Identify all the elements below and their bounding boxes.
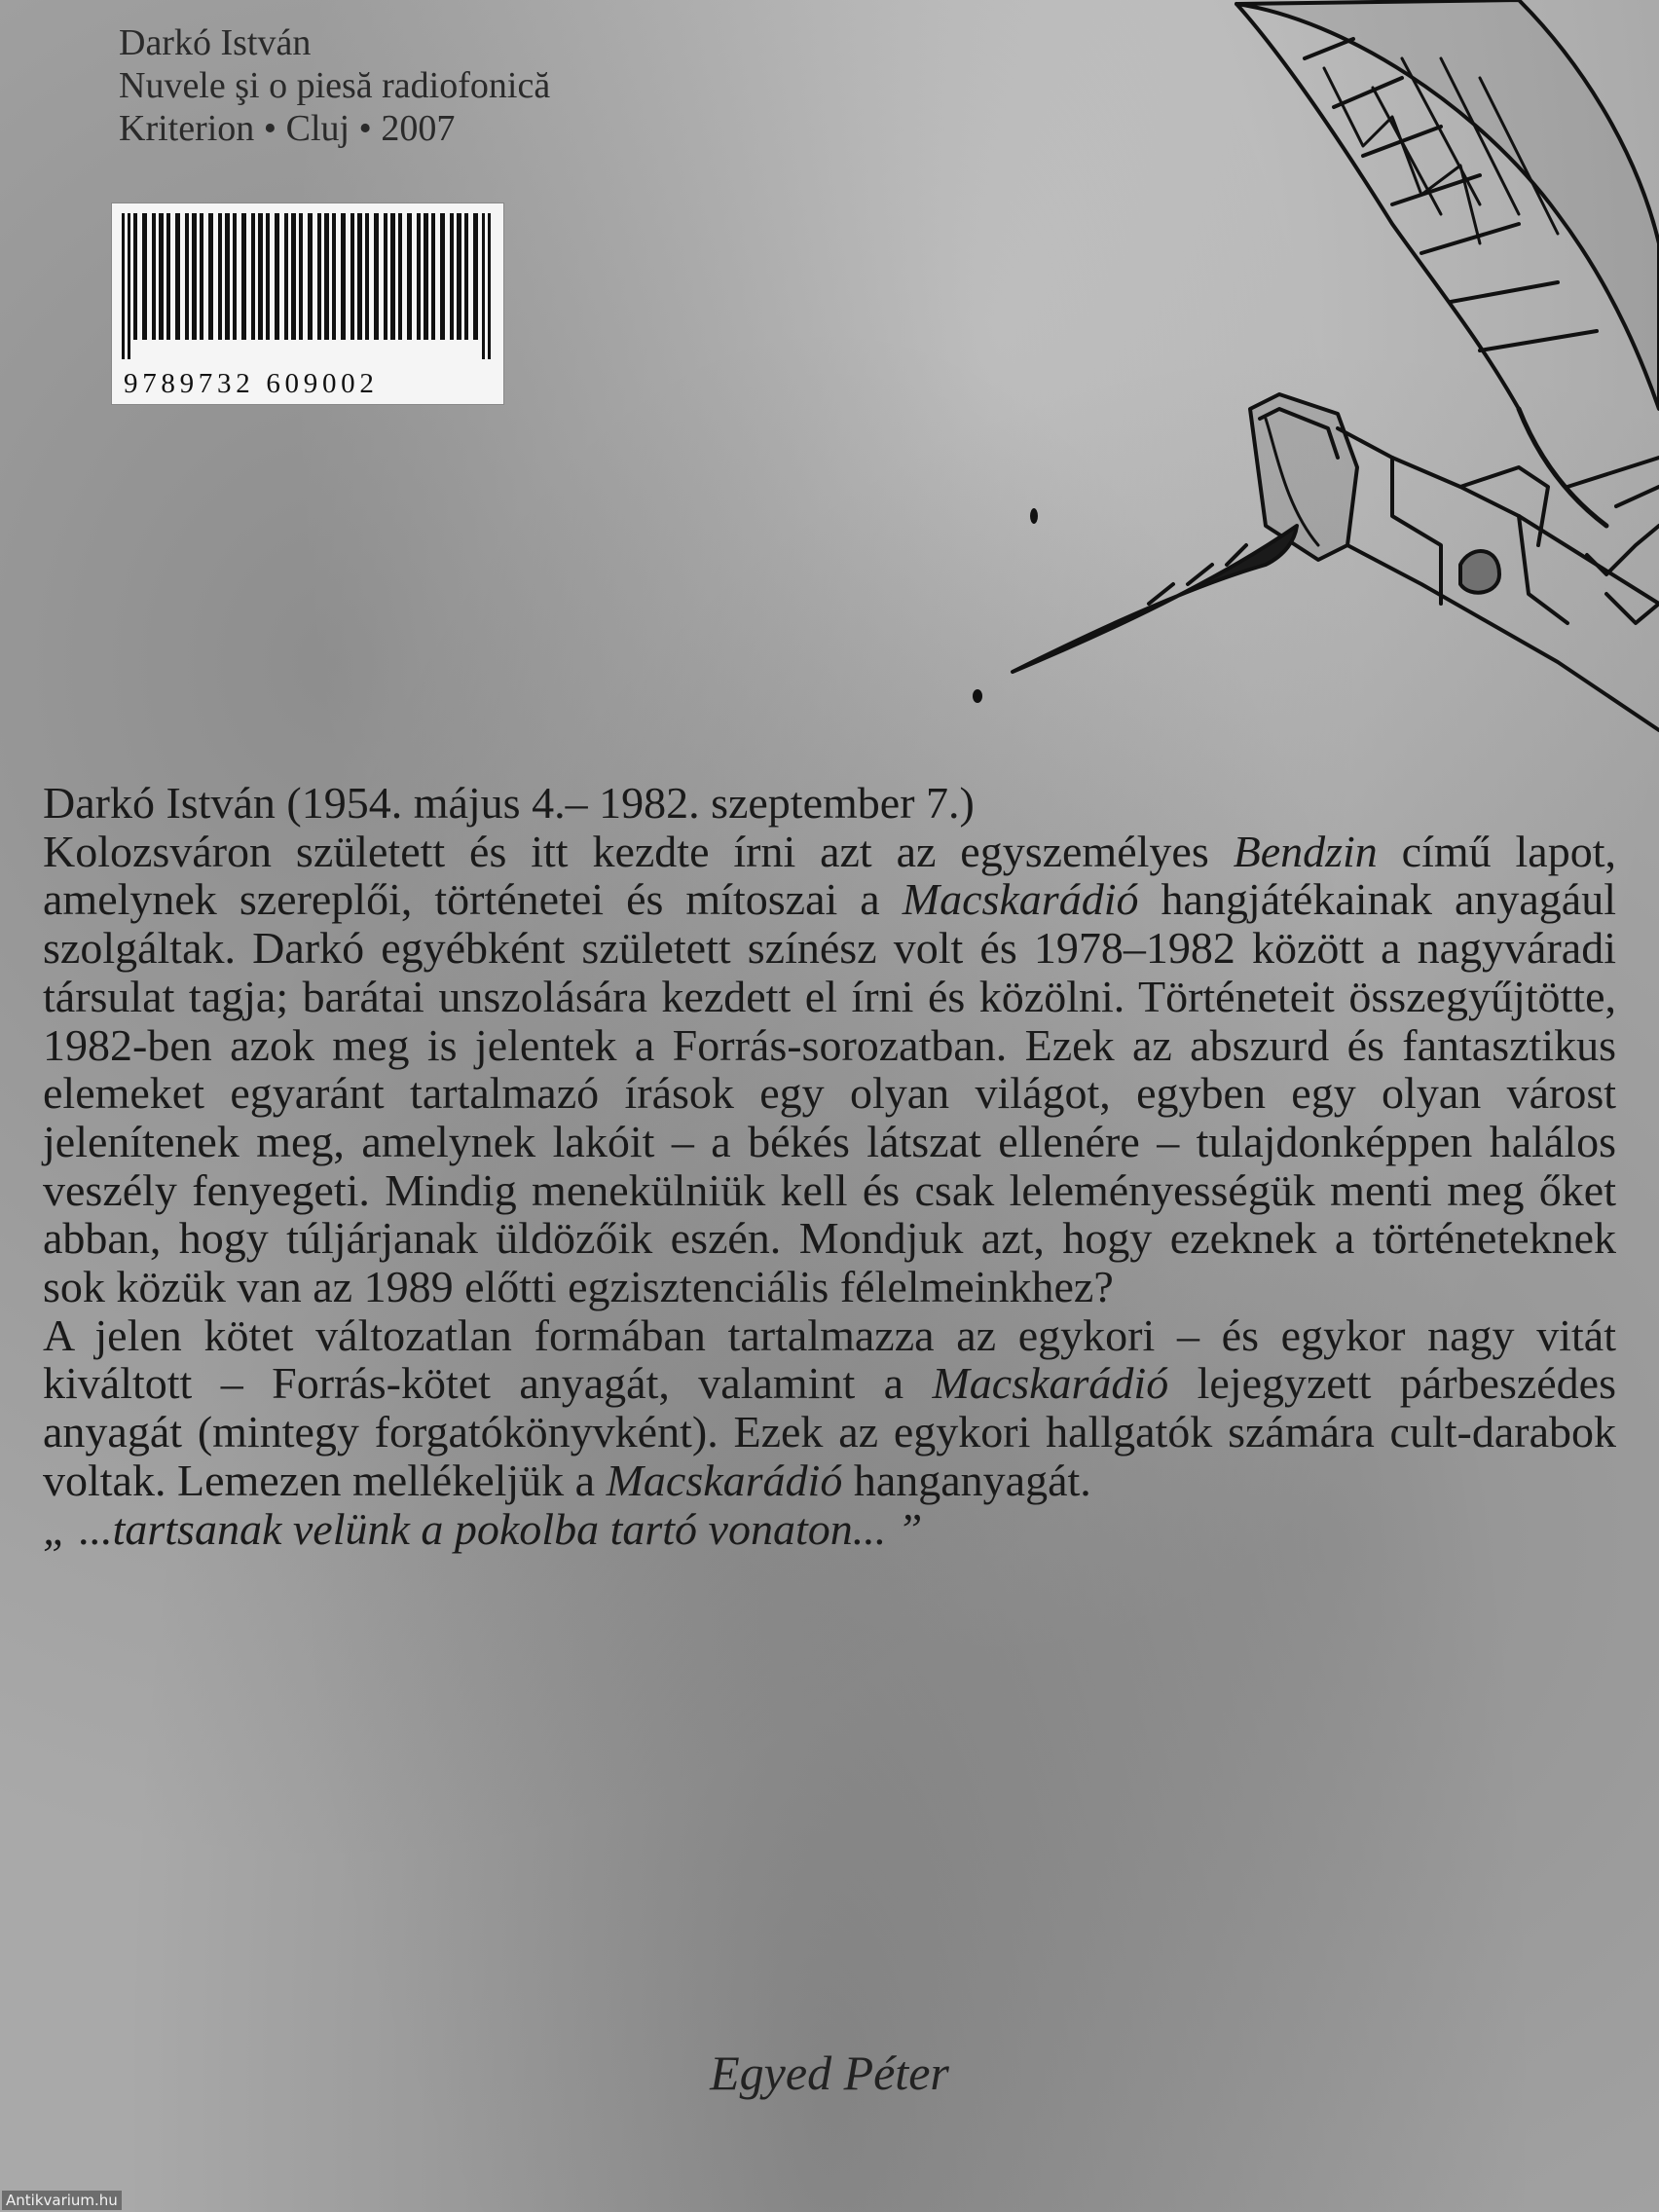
barcode-bar <box>128 213 130 359</box>
barcode-bar <box>398 213 402 340</box>
barcode-bar <box>133 213 137 340</box>
barcode-bar <box>251 213 255 340</box>
blurb-text: hangjátékainak anyagául szolgáltak. Darkó egyébként született színész volt és 1978–1982 között a nagyváradi társulat tagja; barátai unszolására kezdett el írni és közölni. Történeteit összegyűjtötte, 1982-ben azok meg is jelentek a Forrás-sorozatban. Ezek az abszurd és fantasztikus elemeket egyaránt tartalmazó írások egy olyan világot, egyben egy olyan várost jelenítenek meg, amelynek lakóit – a békés látszat ellenére – tulajdonképpen halálos veszély fenyegeti. Mindig menekülniük kell és csak leleményességük menti meg őket abban, hogy túljárjanak üldözőik eszén. Mondjuk azt, hogy ezeknek a történeteknek sok közük van az 1989 előtti egzisztenciális félelmeinkhez? <box>43 874 1616 1312</box>
back-cover-blurb <box>43 779 1616 1553</box>
barcode-bar <box>440 213 445 340</box>
barcode-bar <box>357 213 362 340</box>
barcode-bar <box>365 213 369 340</box>
barcode-bar <box>284 213 288 340</box>
publisher-line: Kriterion • Cluj • 2007 <box>119 108 456 149</box>
barcode-bar <box>457 213 461 340</box>
barcode-bar <box>407 213 412 340</box>
barcode-bar <box>424 213 428 340</box>
barcode-bar <box>258 213 263 340</box>
barcode-bar <box>317 213 321 340</box>
barcode-bar <box>175 213 180 340</box>
barcode-bars <box>122 213 494 359</box>
blurb-italic-title: Bendzin <box>1233 826 1378 876</box>
author-name: Darkó István <box>119 22 312 63</box>
blurb-text: A jelen kötet változatlan formában tartalmazza az egykori – és egykor nagy vitát kiváltott – Forrás-kötet anyagát, valamint a <box>43 1309 1616 1409</box>
blurb-italic-title: Macskarádió <box>932 1358 1169 1409</box>
barcode-bar <box>384 213 387 340</box>
barcode-bar <box>225 213 230 340</box>
barcode-bar <box>208 213 213 340</box>
blurb-paragraph-1 <box>43 828 1616 1311</box>
blurb-text: Kolozsváron született és itt kezdte írni azt az egyszemélyes <box>43 826 1234 876</box>
leaf-illustration <box>935 0 1659 750</box>
barcode-bar <box>450 213 454 340</box>
closing-quote: „ ...tartsanak velünk a pokolba tartó vonaton... ” <box>43 1503 923 1554</box>
barcode-bar <box>291 213 296 340</box>
barcode-bar <box>192 213 197 340</box>
publication-info <box>119 21 550 150</box>
barcode-bar <box>218 213 222 340</box>
barcode-bar <box>142 213 147 340</box>
barcode-bar <box>159 213 164 340</box>
barcode-bar <box>473 213 478 340</box>
barcode-bar <box>241 213 246 340</box>
barcode-bar <box>350 213 354 340</box>
barcode-bar <box>417 213 421 340</box>
barcode-bar <box>200 213 203 340</box>
barcode-bar <box>482 213 485 359</box>
barcode-bar <box>390 213 395 340</box>
barcode-bar <box>122 213 125 359</box>
signature: Egyed Péter <box>710 2046 949 2100</box>
blurb-italic-title: Macskarádió <box>902 874 1139 925</box>
blurb-text: című lapot, amelynek szereplői, történetei és mítoszai a <box>43 826 1616 925</box>
book-subtitle: Nuvele şi o piesă radiofonică <box>119 65 551 106</box>
barcode-bar <box>185 213 189 340</box>
barcode-bar <box>266 213 270 340</box>
blurb-italic-title: Macskarádió <box>606 1455 843 1505</box>
barcode-digits: 9789732 609002 <box>124 368 492 400</box>
blurb-text: hanganyagát. <box>842 1455 1091 1505</box>
author-lifespan: Darkó István (1954. május 4.– 1982. szeptember 7.) <box>43 778 975 828</box>
blurb-text: lejegyzett párbeszédes anyagát (mintegy forgatókönyvként). Ezek az egykori hallgatók számára cult-darabok voltak. Lemezen mellékeljük a <box>43 1358 1616 1505</box>
barcode-bar <box>299 213 303 340</box>
barcode-bar <box>152 213 156 340</box>
barcode-bar <box>431 213 435 340</box>
barcode-bar <box>464 213 468 340</box>
isbn-barcode <box>111 203 504 405</box>
barcode-bar <box>166 213 170 340</box>
barcode-bar <box>488 213 491 359</box>
barcode-bar <box>233 213 237 340</box>
barcode-bar <box>308 213 313 340</box>
barcode-bar <box>324 213 329 340</box>
blurb-paragraph-2 <box>43 1311 1616 1505</box>
barcode-bar <box>332 213 336 340</box>
barcode-bar <box>341 213 346 340</box>
barcode-bar <box>275 213 279 340</box>
barcode-bar <box>374 213 379 340</box>
watermark: Antikvarium.hu <box>2 2191 122 2210</box>
